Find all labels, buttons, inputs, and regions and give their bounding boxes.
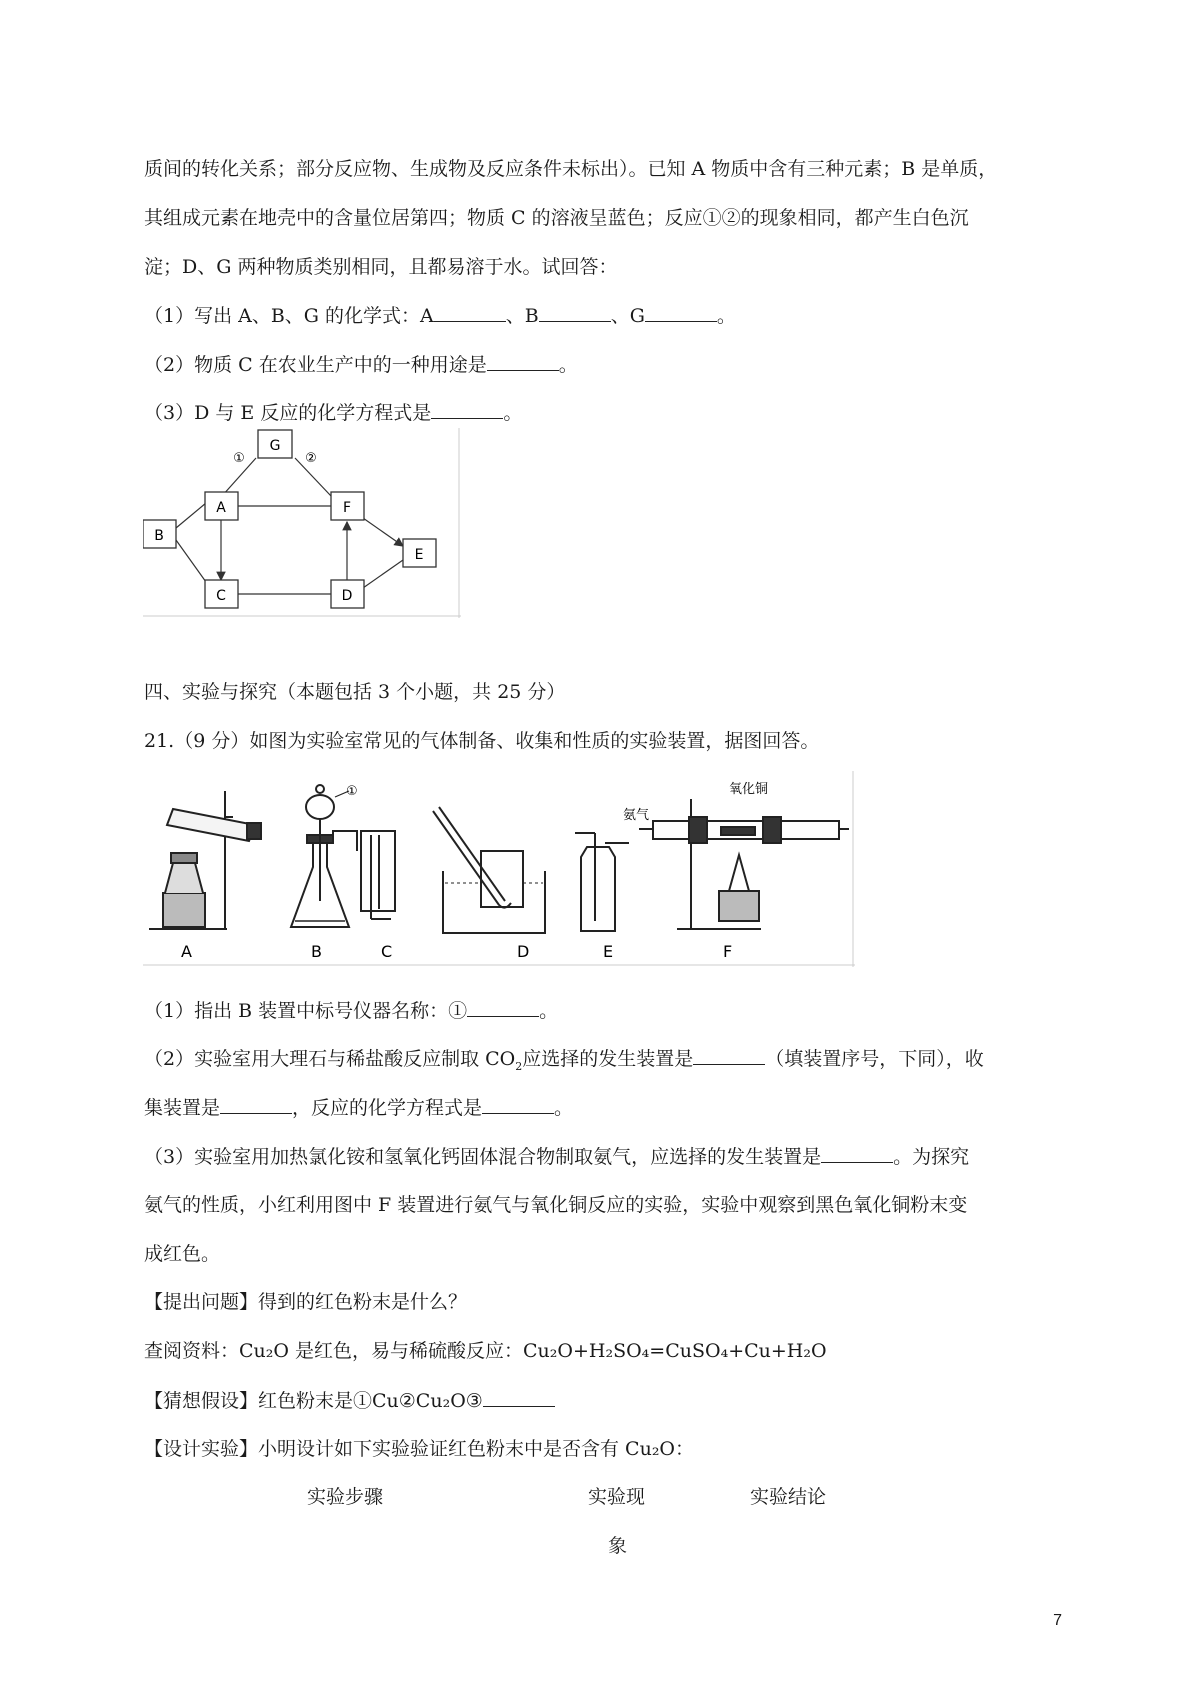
- answer-blank-g[interactable]: [645, 301, 717, 322]
- q20-part1-sep1: 、B: [505, 305, 539, 327]
- node-f: [331, 492, 364, 520]
- table-header-conclusion: 实验结论: [750, 1486, 827, 1508]
- q21-part3-tail: 。为探究: [893, 1146, 970, 1168]
- label-a: A: [181, 942, 192, 961]
- label-d: D: [517, 942, 530, 961]
- q21-part2-tail: （填装置序号，下同），收: [765, 1048, 984, 1070]
- hypothesis-prefix: 【猜想假设】红色粉末是①Cu②Cu₂O③: [144, 1390, 483, 1412]
- answer-blank-ammonia-generator[interactable]: [821, 1142, 893, 1163]
- co2-subscript: 2: [515, 1059, 523, 1073]
- answer-blank-c-use[interactable]: [487, 350, 559, 371]
- q20-part3-prefix: （3）D 与 E 反应的化学方程式是: [144, 402, 432, 424]
- node-g-label: G: [269, 438, 281, 454]
- node-f-label: F: [342, 500, 352, 516]
- hypothesis: [144, 1386, 555, 1415]
- q20-part1: [144, 301, 736, 330]
- intro-line-2: 其组成元素在地壳中的含量位居第四；物质 C 的溶液呈蓝色；反应①②的现象相同，都产生白色沉: [144, 207, 969, 229]
- q20-part3-end: 。: [503, 402, 523, 424]
- q21-part2b-prefix: 集装置是: [144, 1097, 221, 1119]
- answer-blank-co2-collector[interactable]: [220, 1093, 292, 1114]
- q20-part1-end: 。: [716, 305, 736, 327]
- apparatus-c: [361, 831, 395, 919]
- label-e: E: [603, 942, 614, 961]
- node-c-label: C: [216, 588, 226, 604]
- reaction-mark-2: ②: [305, 451, 317, 466]
- q21-part1-end: 。: [539, 1000, 559, 1022]
- q21-part2b-end: 。: [554, 1097, 574, 1119]
- intro-line-1: 质间的转化关系；部分反应物、生成物及反应条件未标出）。已知 A 物质中含有三种元素；B 是单质，: [144, 158, 998, 180]
- table-header-phenomenon: 实验现: [588, 1486, 646, 1508]
- q21-part3: [144, 1142, 969, 1171]
- apparatus-b-mark: ①: [346, 784, 358, 799]
- copper-oxide-label: 氧化铜: [729, 782, 769, 797]
- apparatus-labels: [181, 942, 192, 961]
- answer-blank-b[interactable]: [539, 301, 611, 322]
- q20-part2: [144, 350, 578, 379]
- q20-part2-end: 。: [558, 354, 578, 376]
- answer-blank-instrument[interactable]: [467, 996, 539, 1017]
- q21-part3-line3: 成红色。: [144, 1243, 221, 1265]
- q21-part2b: [144, 1093, 573, 1122]
- answer-blank-hypothesis[interactable]: [483, 1386, 555, 1407]
- reaction-mark-1: ①: [233, 451, 245, 466]
- table-header-phenomenon-wrap: 象: [608, 1535, 628, 1557]
- q20-part1-sep2: 、G: [610, 305, 645, 327]
- conversion-diagram: [143, 428, 461, 618]
- node-g: [258, 430, 292, 458]
- q21-part1: [144, 996, 558, 1025]
- label-c: C: [381, 942, 393, 961]
- node-d: [331, 580, 364, 608]
- q21-part1-prefix: （1）指出 B 装置中标号仪器名称：①: [144, 1000, 468, 1022]
- table-header-steps: 实验步骤: [307, 1486, 384, 1508]
- answer-blank-co2-equation[interactable]: [482, 1093, 554, 1114]
- section-4-title: 四、实验与探究（本题包括 3 个小题，共 25 分）: [144, 681, 566, 703]
- q21-part2-prefix: （2）实验室用大理石与稀盐酸反应制取 CO: [144, 1048, 516, 1070]
- q21-part3-line2: 氨气的性质，小红利用图中 F 装置进行氨气与氧化铜反应的实验，实验中观察到黑色氧化铜粉末变: [144, 1194, 968, 1216]
- reference-info: 查阅资料：Cu₂O 是红色，易与稀硫酸反应：Cu₂O+H₂SO₄=CuSO₄+Cu+H₂O: [144, 1340, 827, 1362]
- answer-blank-d-e-equation[interactable]: [431, 398, 503, 419]
- ask-question: 【提出问题】得到的红色粉末是什么？: [144, 1291, 468, 1313]
- q20-part2-prefix: （2）物质 C 在农业生产中的一种用途是: [144, 354, 487, 376]
- q21-part2b-mid: ，反应的化学方程式是: [292, 1097, 483, 1119]
- label-b: B: [311, 942, 322, 961]
- intro-line-3: 淀；D、G 两种物质类别相同，且都易溶于水。试回答：: [144, 256, 618, 278]
- page-number: 7: [1053, 1612, 1062, 1629]
- ammonia-label: 氨气: [623, 808, 650, 823]
- q21-part2: [144, 1044, 984, 1081]
- q20-part1-prefix: （1）写出 A、B、G 的化学式：A: [144, 305, 434, 327]
- node-a: [205, 492, 238, 520]
- node-c: [205, 580, 238, 608]
- node-b-label: B: [154, 528, 164, 544]
- node-d-label: D: [341, 588, 353, 604]
- node-e-label: E: [414, 547, 424, 563]
- node-a-label: A: [216, 500, 226, 516]
- node-b: [143, 520, 176, 548]
- design-experiment: 【设计实验】小明设计如下实验验证红色粉末中是否含有 Cu₂O：: [144, 1438, 695, 1460]
- q20-part3: [144, 398, 522, 427]
- answer-blank-a[interactable]: [434, 301, 506, 322]
- q21-part2-mid: 应选择的发生装置是: [522, 1048, 694, 1070]
- answer-blank-co2-generator[interactable]: [693, 1044, 765, 1065]
- label-f: F: [723, 942, 733, 961]
- apparatus-diagram: [143, 771, 855, 967]
- q21-stem: 21.（9 分）如图为实验室常见的气体制备、收集和性质的实验装置，据图回答。: [144, 730, 820, 752]
- q21-part3-prefix: （3）实验室用加热氯化铵和氢氧化钙固体混合物制取氨气，应选择的发生装置是: [144, 1146, 822, 1168]
- node-e: [403, 539, 436, 567]
